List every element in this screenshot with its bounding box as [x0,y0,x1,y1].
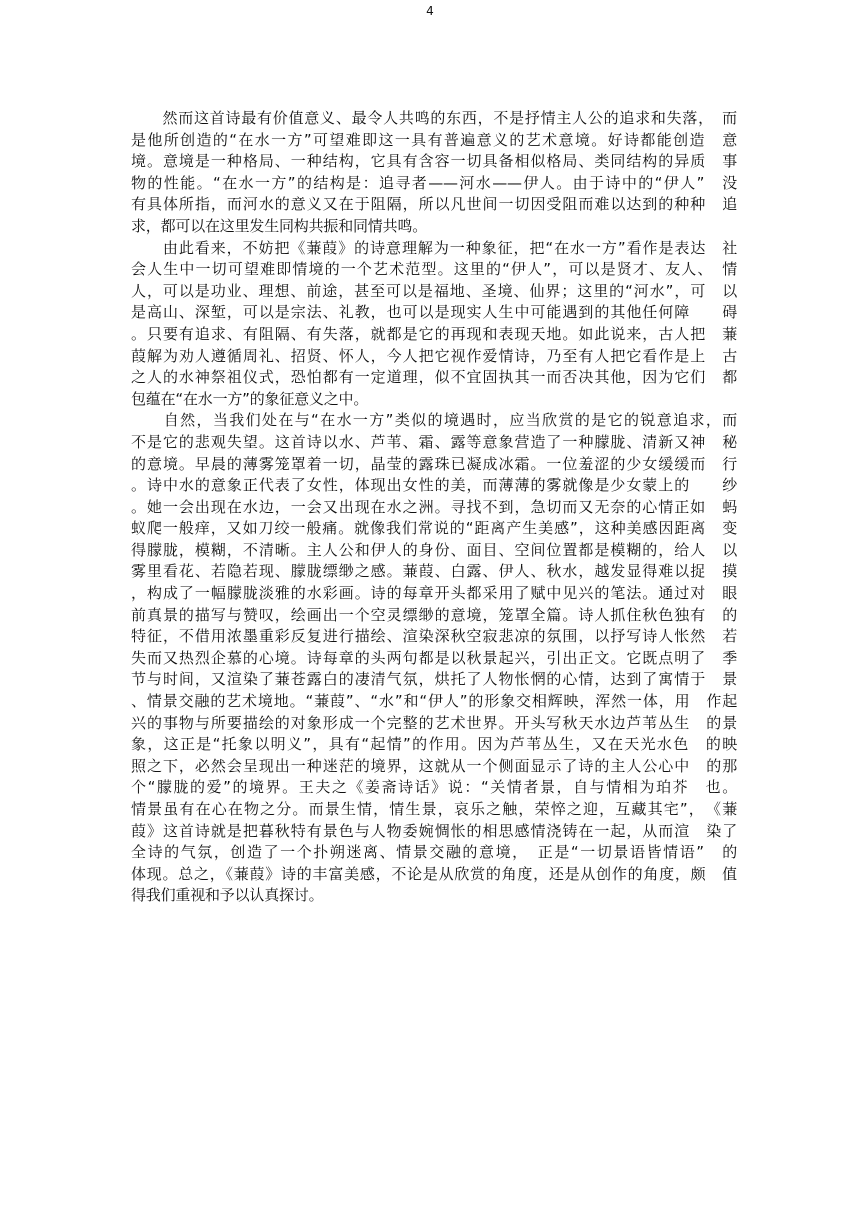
text-line: 人，可以是功业、理想、前途，甚至可以是福地、圣境、仙界；这里的“河水”，可 以 [131,281,737,300]
text-line: 之人的水神祭祖仪式，恐怕都有一定道理，似不宜固执其一而否决其他，因为它们 都 [131,368,737,387]
text-line: 有具体所指，而河水的意义又在于阻隔，所以凡世间一切因受阻而难以达到的种种 追 [131,195,737,214]
text-line: 葭》这首诗就是把暮秋特有景色与人物委婉惆怅的相思感情浇铸在一起，从而渲 染了 [131,821,737,840]
text-line: 前真景的描写与赞叹，绘画出一个空灵缥缈的意境，笼罩全篇。诗人抓住秋色独有 的 [131,605,737,624]
text-line: 由此看来，不妨把《蒹葭》的诗意理解为一种象征，把“在水一方”看作是表达 社 [131,238,737,257]
paragraph [131,108,737,238]
text-line: 蚁爬一般痒，又如刀绞一般痛。就像我们常说的“距离产生美感”，这种美感因距离 变 [131,519,737,538]
text-line: 失而又热烈企慕的心境。诗每章的头两句都是以秋景起兴，引出正文。它既点明了 季 [131,648,737,667]
text-line: 个“朦胧的爱”的境界。王夫之《姜斋诗话》说：“关情者景，自与情相为珀芥 也。 [131,778,737,797]
text-line: 包蕴在“在水一方”的象征意义之中。 [131,389,369,408]
text-line: 节与时间，又渲染了蒹苍露白的凄清气氛，烘托了人物怅惘的心情，达到了寓情于 景 [131,670,737,689]
text-line: 特征，不借用浓墨重彩反复进行描绘、渲染深秋空寂悲凉的氛围，以抒写诗人怅然 若 [131,627,737,646]
text-line: 葭解为劝人遵循周礼、招贤、怀人，今人把它视作爱情诗，乃至有人把它看作是上 古 [131,346,737,365]
text-line: 。诗中水的意象正代表了女性，体现出女性的美，而薄薄的雾就像是少女蒙上的 纱 [131,476,737,495]
text-line: 物的性能。“在水一方”的结构是：追寻者——河水——伊人。由于诗中的“伊人” 没 [131,173,737,192]
text-line: 的意境。早晨的薄雾笼罩着一切，晶莹的露珠已凝成冰霜。一位羞涩的少女缓缓而 行 [131,454,737,473]
text-line: 自然，当我们处在与“在水一方”类似的境遇时，应当欣赏的是它的锐意追求，而 [131,411,737,430]
text-line: 是他所创造的“在水一方”可望难即这一具有普遍意义的艺术意境。好诗都能创造 意 [131,130,737,149]
text-line: 兴的事物与所要描绘的对象形成一个完整的艺术世界。开头写秋天水边芦苇丛生 的景 [131,713,737,732]
text-line: 得朦胧，模糊，不清晰。主人公和伊人的身份、面目、空间位置都是模糊的，给人 以 [131,540,737,559]
text-line: 象，这正是“托象以明义”，具有“起情”的作用。因为芦苇丛生，又在天光水色 的映 [131,735,737,754]
text-line: 然而这首诗最有价值意义、最令人共鸣的东西，不是抒情主人公的追求和失落， 而 [131,109,737,127]
text-line: 。她一会出现在水边，一会又出现在水之洲。寻找不到，急切而又无奈的心情正如 蚂 [131,497,737,516]
paragraph [131,238,737,411]
text-line: 体现。总之，《蒹葭》诗的丰富美感，不论是从欣赏的角度，还是从创作的角度，颇 值 [131,864,737,883]
text-line: 不是它的悲观失望。这首诗以水、芦苇、霜、露等意象营造了一种朦胧、清新又神 秘 [131,432,737,451]
paragraph [131,410,737,907]
text-line: 会人生中一切可望难即情境的一个艺术范型。这里的“伊人”，可以是贤才、友人、 情 [131,260,737,279]
text-line: 照之下，必然会呈现出一种迷茫的境界，这就从一个侧面显示了诗的主人公心中 的那 [131,756,737,775]
text-line: 得我们重视和予以认真探讨。 [131,886,324,905]
text-line: 情景虽有在心在物之分。而景生情，情生景，哀乐之触，荣悴之迎，互藏其宅”， 《蒹 [131,800,737,818]
page-number: 4 [426,4,434,18]
text-line: 是高山、深堑，可以是宗法、礼教，也可以是现实人生中可能遇到的其他任何障 碍 [131,303,737,322]
text-line: 、情景交融的艺术境地。“蒹葭”、“水”和“伊人”的形象交相辉映，浑然一体，用 作起 [131,692,737,711]
text-line: ，构成了一幅朦胧淡雅的水彩画。诗的每章开头都采用了赋中见兴的笔法。通过对 眼 [131,584,737,603]
text-line: 求，都可以在这里发生同构共振和同情共鸣。 [131,216,428,235]
body-text [131,108,737,907]
text-line: 全诗的气氛，创造了一个扑朔迷离、情景交融的意境， 正是“一切景语皆情语” 的 [131,843,737,862]
text-line: 。只要有追求、有阻隔、有失落，就都是它的再现和表现天地。如此说来，古人把 蒹 [131,324,737,343]
text-line: 雾里看花、若隐若现、朦胧缥缈之感。蒹葭、白露、伊人、秋水，越发显得难以捉 摸 [131,562,737,581]
text-line: 境。意境是一种格局、一种结构，它具有含容一切具备相似格局、类同结构的异质 事 [131,152,737,171]
